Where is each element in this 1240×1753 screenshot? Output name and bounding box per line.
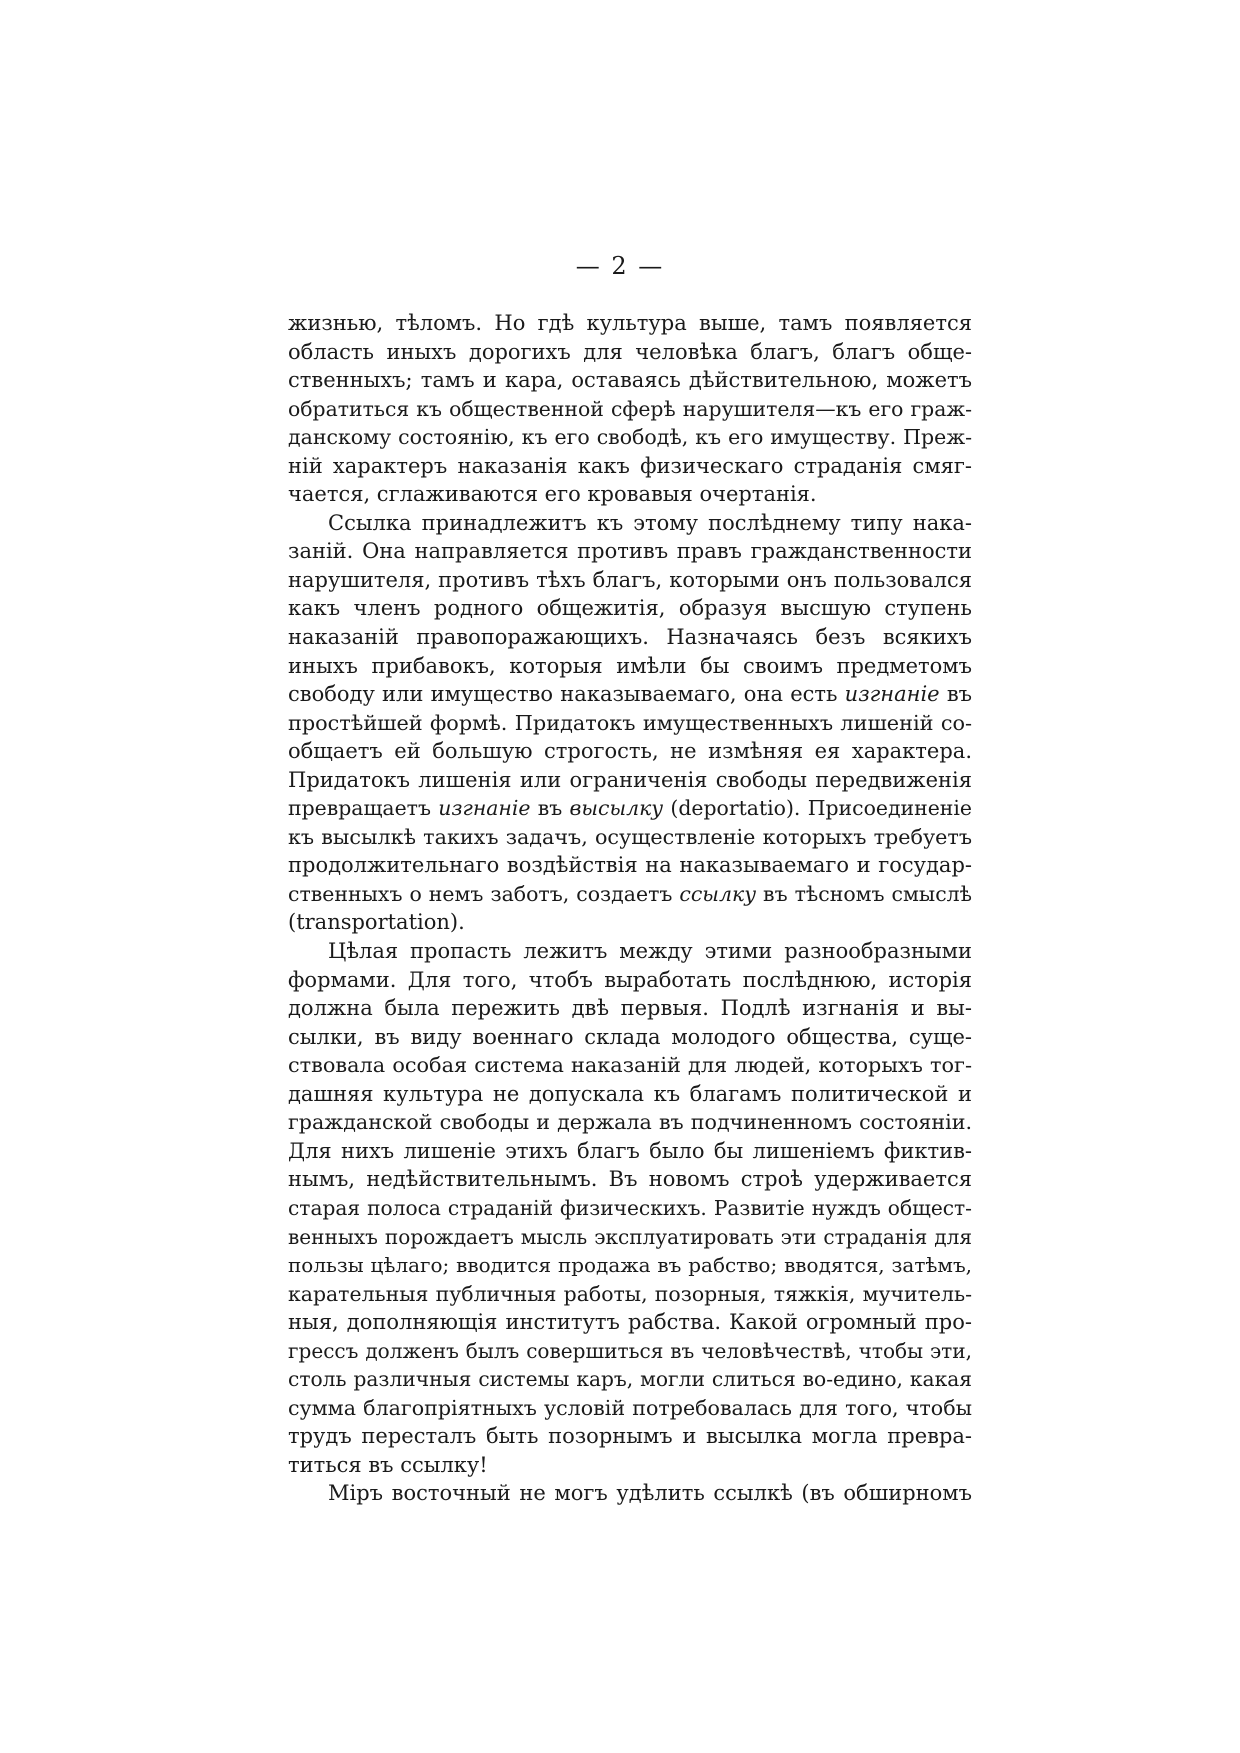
text-line: дашняя культура не допускала къ благамъ политической и (288, 1081, 972, 1106)
text-line: чается, сглаживаются его кровавыя очертанія. (288, 482, 817, 507)
text-line: старая полоса страданій физическихъ. Развитіе нуждъ общест- (288, 1195, 972, 1220)
text-line: ственныхъ о немъ заботъ, создаетъ ссылку въ тѣсномъ смыслѣ (288, 881, 972, 906)
text-line: къ высылкѣ такихъ задачъ, осуществленіе которыхъ требуетъ (288, 824, 972, 849)
text-line: ственныхъ; тамъ и кара, оставаясь дѣйствительною, можетъ (288, 368, 972, 393)
text-line: пользы цѣлаго; вводится продажа въ рабство; вводятся, затѣмъ, (288, 1253, 972, 1278)
emphasis: изгнаніе (438, 796, 531, 821)
text-line: свободу или имущество наказываемаго, она есть изгнаніе въ (288, 682, 973, 707)
text-line: обратиться къ общественной сферѣ нарушителя—къ его граж- (288, 396, 972, 421)
page-number: — 2 — (575, 252, 665, 280)
text-line: нымъ, недѣйствительнымъ. Въ новомъ строѣ удерживается (288, 1167, 972, 1192)
text-line: формами. Для того, чтобъ выработать послѣднюю, исторія (288, 967, 972, 992)
text-line: заній. Она направляется противъ правъ гражданственности (288, 539, 972, 564)
emphasis: изгнаніе (844, 682, 940, 707)
text-line: Цѣлая пропасть лежитъ между этими разнообразными (328, 939, 972, 964)
text-line: грессъ долженъ былъ совершиться въ человѣчествѣ, чтобы эти, (288, 1338, 972, 1363)
emphasis: высылку (569, 796, 664, 821)
body-text (288, 309, 972, 1508)
text-line: гражданской свободы и держала въ подчиненномъ состояніи. (288, 1110, 972, 1135)
text-line: превращаетъ изгнаніе въ высылку (deportatio). Присоединеніе (288, 796, 972, 821)
text-line: наказаній правопоражающихъ. Назначаясь безъ всякихъ (288, 625, 972, 650)
text-line: данскому состоянію, къ его свободѣ, къ его имуществу. Преж- (288, 425, 972, 450)
text-line: продолжительнаго воздѣйствія на наказываемаго и государ- (288, 853, 972, 878)
text-line: трудъ пересталъ быть позорнымъ и высылка могла превра- (288, 1424, 972, 1449)
text-line: (transportation). (288, 910, 465, 935)
text-line: какъ членъ родного общежитія, образуя высшую ступень (288, 596, 972, 621)
text-line: ствовала особая система наказаній для людей, которыхъ тог- (288, 1053, 972, 1078)
text-line: Придатокъ лишенія или ограниченія свободы передвиженія (288, 767, 972, 792)
text-line: иныхъ прибавокъ, которыя имѣли бы своимъ предметомъ (288, 653, 972, 678)
text-line: сумма благопріятныхъ условій потребовалась для того, чтобы (288, 1395, 972, 1420)
text-line: нарушителя, противъ тѣхъ благъ, которыми онъ пользовался (288, 567, 972, 592)
text-line: столь различныя системы каръ, могли слиться во-едино, какая (288, 1367, 972, 1392)
text-line: венныхъ порождаетъ мысль эксплуатировать эти страданія для (288, 1224, 972, 1249)
text-line: простѣйшей формѣ. Придатокъ имущественныхъ лишеній со- (288, 710, 972, 735)
text-line: общаетъ ей большую строгость, не измѣняя ея характера. (288, 739, 972, 764)
text-line: область иныхъ дорогихъ для человѣка благъ, благъ обще- (288, 339, 972, 364)
emphasis: ссылку (679, 881, 757, 906)
text-line: титься въ ссылку! (288, 1452, 488, 1477)
text-line: сылки, въ виду военнаго склада молодого общества, суще- (288, 1024, 972, 1049)
text-line: жизнью, тѣломъ. Но гдѣ культура выше, тамъ появляется (288, 311, 972, 335)
text-line: Міръ восточный не могъ удѣлить ссылкѣ (въ обширномъ (328, 1481, 972, 1506)
text-line: карательныя публичныя работы, позорныя, тяжкія, мучитель- (288, 1281, 972, 1306)
text-line: Ссылка принадлежитъ къ этому послѣднему типу нака- (328, 510, 972, 535)
text-line: должна была пережить двѣ первыя. Подлѣ изгнанія и вы- (288, 996, 972, 1021)
text-line: ныя, дополняющія институтъ рабства. Какой огромный про- (288, 1310, 972, 1335)
text-line: Для нихъ лишеніе этихъ благъ было бы лишеніемъ фиктив- (288, 1138, 972, 1163)
text-line: ній характеръ наказанія какъ физическаго страданія смяг- (288, 453, 972, 478)
